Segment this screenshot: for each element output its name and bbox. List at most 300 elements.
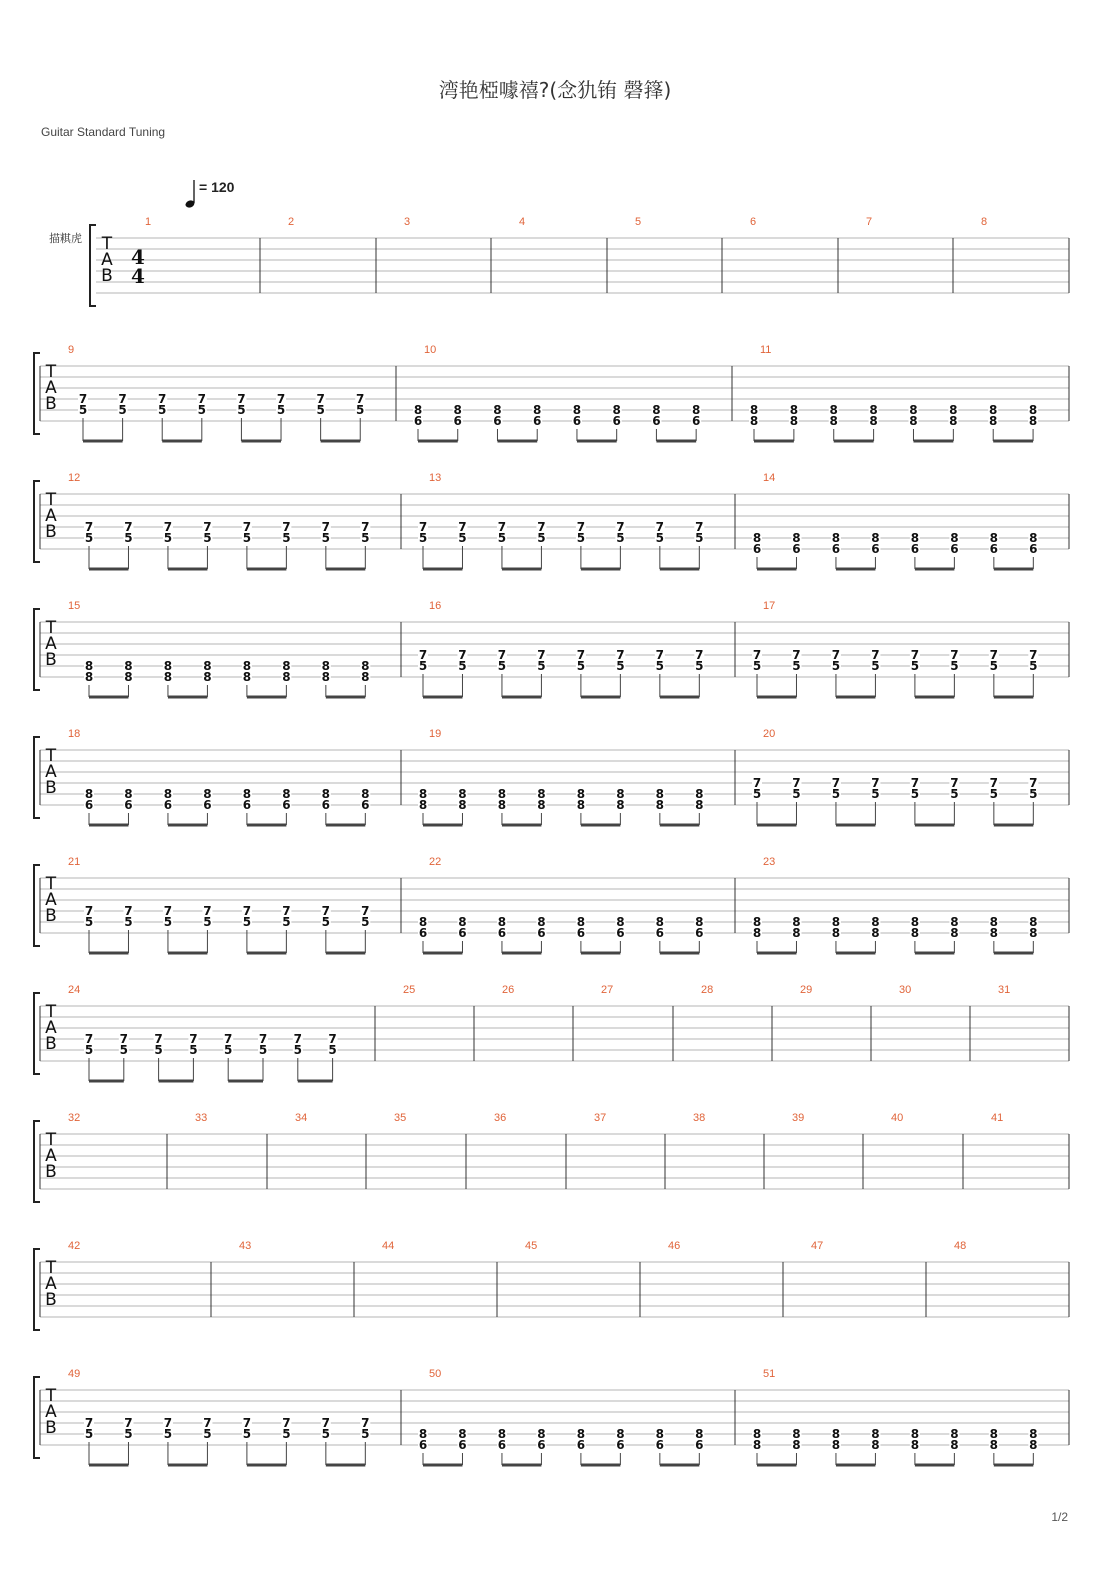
fret-number: 5 — [276, 403, 286, 417]
tab-system — [34, 728, 1069, 825]
measure-number: 20 — [763, 728, 776, 740]
measure-number: 21 — [68, 856, 81, 868]
note-chord — [749, 403, 794, 441]
fret-number: 8 — [1029, 1438, 1038, 1452]
fret-number: 8 — [989, 1438, 999, 1452]
fret-number: 5 — [458, 531, 467, 545]
fret-number: 5 — [282, 531, 291, 545]
tab-system — [34, 1240, 1069, 1330]
fret-number: 8 — [989, 414, 998, 428]
note-chord — [536, 915, 546, 953]
fret-number: 8 — [497, 915, 507, 929]
fret-number: 8 — [655, 1427, 665, 1441]
fret-number: 5 — [84, 1427, 94, 1441]
fret-number: 8 — [752, 531, 762, 545]
system-brace — [34, 1377, 40, 1458]
note-chord — [457, 1427, 467, 1465]
note-chord — [988, 403, 1033, 441]
fret-number: 8 — [655, 915, 665, 929]
note-chord — [791, 915, 801, 953]
note-chord — [497, 787, 541, 825]
fret-number: 5 — [418, 659, 428, 673]
measure-number: 32 — [68, 1112, 81, 1124]
fret-number: 6 — [458, 926, 467, 940]
note-chord — [492, 403, 537, 441]
note-chord — [908, 403, 953, 441]
tab-clef-letter: A — [45, 762, 57, 782]
fret-number: 8 — [458, 1427, 467, 1441]
fret-number: 8 — [163, 670, 173, 684]
fret-number: 6 — [418, 1438, 428, 1452]
fret-number: 6 — [655, 1438, 665, 1452]
note-chord — [615, 520, 625, 569]
fret-number: 8 — [576, 787, 586, 801]
fret-number: 7 — [158, 392, 167, 406]
fret-number: 5 — [84, 531, 94, 545]
note-chord — [870, 648, 880, 697]
fret-number: 7 — [282, 520, 291, 534]
note-chord — [457, 520, 467, 569]
fret-number: 6 — [497, 926, 507, 940]
note-chord — [1028, 648, 1038, 697]
fret-number: 5 — [1029, 787, 1038, 801]
tab-clef-letter: A — [45, 634, 57, 654]
fret-number: 6 — [652, 414, 661, 428]
fret-number: 8 — [1029, 915, 1038, 929]
note-chord — [615, 648, 625, 697]
note-chord — [831, 915, 875, 953]
tab-clef-letter: B — [45, 1162, 57, 1182]
fret-number: 5 — [158, 403, 167, 417]
fret-number: 8 — [655, 787, 665, 801]
fret-number: 8 — [203, 787, 212, 801]
tuning-label: Guitar Standard Tuning — [41, 125, 166, 139]
note-chord — [949, 1427, 959, 1465]
note-chord — [989, 531, 1033, 569]
measure-number: 46 — [668, 1240, 681, 1252]
note-chord — [791, 776, 801, 825]
fret-number: 8 — [910, 531, 920, 545]
fret-number: 8 — [792, 531, 801, 545]
fret-number: 8 — [871, 531, 880, 545]
note-chord — [576, 787, 620, 825]
note-chord — [615, 1427, 625, 1465]
fret-number: 5 — [78, 403, 88, 417]
fret-number: 8 — [950, 1427, 959, 1441]
fret-number: 7 — [203, 520, 212, 534]
measure-number: 5 — [635, 216, 642, 228]
fret-number: 8 — [282, 787, 291, 801]
note-chord — [118, 392, 128, 441]
note-chord — [536, 648, 546, 697]
fret-number: 8 — [612, 403, 621, 417]
fret-number: 8 — [871, 1427, 880, 1441]
fret-number: 8 — [829, 403, 838, 417]
fret-number: 8 — [84, 787, 94, 801]
fret-number: 5 — [237, 403, 246, 417]
fret-number: 8 — [242, 670, 252, 684]
tab-clef-letter: A — [45, 1402, 57, 1422]
fret-number: 8 — [695, 798, 704, 812]
fret-number: 5 — [871, 787, 880, 801]
fret-number: 5 — [316, 403, 325, 417]
fret-number: 7 — [418, 648, 428, 662]
fret-number: 6 — [989, 542, 999, 556]
note-chord — [694, 1427, 704, 1465]
note-chord — [188, 1032, 198, 1081]
measure-number: 23 — [763, 856, 776, 868]
measure-number: 16 — [429, 600, 442, 612]
measure-number: 2 — [288, 216, 295, 228]
note-chord — [655, 915, 699, 953]
system-brace — [34, 1121, 40, 1202]
fret-number: 7 — [361, 1416, 370, 1430]
fret-number: 7 — [163, 904, 173, 918]
fret-number: 5 — [792, 787, 801, 801]
fret-number: 8 — [829, 414, 838, 428]
note-chord — [328, 1032, 338, 1081]
fret-number: 8 — [749, 403, 759, 417]
fret-number: 8 — [989, 1427, 999, 1441]
note-chord — [989, 915, 1033, 953]
fret-number: 8 — [361, 670, 370, 684]
fret-number: 5 — [124, 915, 133, 929]
fret-number: 5 — [321, 915, 331, 929]
fret-number: 5 — [119, 1043, 128, 1057]
fret-number: 7 — [118, 392, 127, 406]
note-chord — [831, 1427, 875, 1465]
fret-number: 6 — [242, 798, 252, 812]
fret-number: 7 — [328, 1032, 337, 1046]
note-chord — [360, 659, 370, 697]
fret-number: 6 — [413, 414, 423, 428]
fret-number: 8 — [453, 403, 462, 417]
fret-number: 5 — [831, 787, 841, 801]
fret-number: 7 — [695, 520, 704, 534]
fret-number: 7 — [84, 1416, 94, 1430]
fret-number: 7 — [321, 1416, 331, 1430]
tab-clef-letter: A — [45, 890, 57, 910]
fret-number: 8 — [1029, 926, 1038, 940]
fret-number: 5 — [695, 659, 704, 673]
fret-number: 8 — [792, 926, 801, 940]
note-chord — [576, 915, 620, 953]
note-chord — [321, 787, 365, 825]
measure-number: 19 — [429, 728, 442, 740]
fret-number: 8 — [418, 915, 428, 929]
note-chord — [119, 1032, 129, 1081]
fret-number: 8 — [537, 915, 546, 929]
note-chord — [651, 403, 696, 441]
fret-number: 6 — [418, 926, 428, 940]
tab-clef-letter: B — [45, 906, 57, 926]
tab-clef-letter: T — [45, 874, 57, 894]
fret-number: 6 — [124, 798, 133, 812]
fret-number: 8 — [321, 670, 331, 684]
fret-number: 8 — [124, 659, 133, 673]
fret-number: 8 — [576, 1427, 586, 1441]
fret-number: 7 — [189, 1032, 198, 1046]
fret-number: 8 — [572, 403, 582, 417]
note-chord — [576, 1427, 620, 1465]
tab-clef-letter: A — [45, 1146, 57, 1166]
fret-number: 8 — [909, 414, 918, 428]
note-chord — [694, 915, 704, 953]
fret-number: 5 — [328, 1043, 337, 1057]
fret-number: 6 — [361, 798, 370, 812]
note-chord — [418, 1427, 462, 1465]
fret-number: 8 — [989, 403, 998, 417]
fret-number: 6 — [537, 926, 546, 940]
tab-clef-letter: T — [45, 1386, 57, 1406]
system-brace — [90, 225, 96, 306]
note-chord — [536, 787, 546, 825]
fret-number: 7 — [910, 776, 920, 790]
fret-number: 7 — [458, 520, 467, 534]
note-chord — [948, 403, 958, 441]
fret-number: 8 — [1029, 1427, 1038, 1441]
note-chord — [281, 1416, 291, 1465]
fret-number: 7 — [84, 520, 94, 534]
fret-number: 8 — [361, 787, 370, 801]
fret-number: 8 — [497, 1427, 507, 1441]
note-chord — [655, 787, 699, 825]
fret-number: 6 — [752, 542, 762, 556]
note-chord — [457, 787, 467, 825]
fret-number: 8 — [616, 1427, 625, 1441]
note-chord — [694, 787, 704, 825]
time-signature-bottom: 4 — [131, 264, 145, 288]
fret-number: 7 — [78, 392, 88, 406]
note-chord — [1028, 915, 1038, 953]
fret-number: 7 — [537, 648, 546, 662]
fret-number: 8 — [282, 670, 291, 684]
fret-number: 8 — [1029, 531, 1038, 545]
fret-number: 8 — [789, 403, 799, 417]
fret-number: 8 — [616, 798, 625, 812]
fret-number: 5 — [203, 1427, 212, 1441]
fret-number: 8 — [831, 915, 841, 929]
fret-number: 5 — [989, 659, 999, 673]
note-chord — [413, 403, 458, 441]
fret-number: 5 — [576, 659, 586, 673]
fret-number: 8 — [537, 1427, 546, 1441]
fret-number: 8 — [989, 531, 999, 545]
fret-number: 6 — [321, 798, 331, 812]
note-chord — [791, 648, 801, 697]
fret-number: 7 — [989, 776, 999, 790]
note-chord — [949, 776, 959, 825]
note-chord — [870, 915, 880, 953]
fret-number: 7 — [950, 776, 959, 790]
fret-number: 7 — [276, 392, 286, 406]
tab-clef-letter: B — [45, 778, 57, 798]
note-chord — [1028, 403, 1038, 441]
score-title: 湾艳椏噱禧?(念犰铕 磬箨) — [438, 78, 672, 102]
fret-number: 8 — [950, 915, 959, 929]
fret-number: 8 — [497, 787, 507, 801]
tab-clef-letter: T — [45, 1002, 57, 1022]
system-brace — [34, 609, 40, 690]
fret-number: 8 — [458, 787, 467, 801]
fret-number: 6 — [282, 798, 291, 812]
fret-number: 6 — [695, 926, 704, 940]
fret-number: 8 — [752, 915, 762, 929]
note-chord — [752, 915, 796, 953]
fret-number: 8 — [242, 787, 252, 801]
note-chord — [281, 659, 291, 697]
fret-number: 5 — [752, 787, 762, 801]
fret-number: 8 — [950, 531, 959, 545]
fret-number: 7 — [458, 648, 467, 662]
tab-clef-letter: T — [45, 1130, 57, 1150]
fret-number: 5 — [655, 659, 665, 673]
fret-number: 5 — [124, 531, 133, 545]
note-chord — [202, 904, 212, 953]
measure-number: 18 — [68, 728, 81, 740]
note-chord — [84, 659, 128, 697]
note-chord — [1028, 776, 1038, 825]
fret-number: 7 — [224, 1032, 233, 1046]
fret-number: 6 — [203, 798, 212, 812]
fret-number: 8 — [458, 798, 467, 812]
fret-number: 7 — [792, 776, 801, 790]
fret-number: 8 — [418, 798, 428, 812]
note-chord — [202, 1416, 212, 1465]
measure-number: 36 — [494, 1112, 507, 1124]
fret-number: 5 — [356, 403, 365, 417]
note-chord — [202, 520, 212, 569]
measure-number: 45 — [525, 1240, 538, 1252]
page-number: 1/2 — [1051, 1510, 1068, 1524]
fret-number: 8 — [792, 915, 801, 929]
fret-number: 6 — [616, 926, 625, 940]
fret-number: 7 — [576, 520, 586, 534]
measure-number: 38 — [693, 1112, 706, 1124]
note-chord — [910, 1427, 954, 1465]
measure-number: 1 — [145, 216, 152, 228]
fret-number: 7 — [655, 520, 665, 534]
tempo-value: = 120 — [199, 179, 235, 195]
fret-number: 6 — [871, 542, 880, 556]
note-chord — [869, 403, 879, 441]
fret-number: 8 — [950, 926, 959, 940]
measure-number: 4 — [519, 216, 526, 228]
fret-number: 5 — [616, 659, 625, 673]
fret-number: 8 — [871, 915, 880, 929]
note-chord — [497, 915, 541, 953]
fret-number: 6 — [458, 1438, 467, 1452]
fret-number: 8 — [616, 787, 625, 801]
fret-number: 6 — [84, 798, 94, 812]
fret-number: 5 — [1029, 659, 1038, 673]
fret-number: 6 — [453, 414, 462, 428]
fret-number: 7 — [792, 648, 801, 662]
note-chord — [752, 1427, 796, 1465]
fret-number: 5 — [321, 531, 331, 545]
note-chord — [752, 531, 796, 569]
fret-number: 5 — [203, 531, 212, 545]
fret-number: 5 — [910, 787, 920, 801]
note-chord — [870, 531, 880, 569]
fret-number: 8 — [910, 1427, 920, 1441]
tab-clef-letter: B — [45, 1034, 57, 1054]
fret-number: 7 — [124, 904, 133, 918]
fret-number: 8 — [695, 787, 704, 801]
fret-number: 5 — [831, 659, 841, 673]
note-chord — [163, 659, 207, 697]
note-chord — [123, 904, 133, 953]
fret-number: 5 — [497, 659, 507, 673]
fret-number: 8 — [282, 659, 291, 673]
measure-number: 29 — [800, 984, 813, 996]
fret-number: 5 — [197, 403, 206, 417]
note-chord — [202, 787, 212, 825]
fret-number: 7 — [950, 648, 959, 662]
fret-number: 8 — [831, 1438, 841, 1452]
fret-number: 8 — [909, 403, 918, 417]
note-chord — [949, 648, 959, 697]
measure-number: 13 — [429, 472, 442, 484]
measure-number: 28 — [701, 984, 714, 996]
fret-number: 8 — [497, 798, 507, 812]
system-brace — [34, 481, 40, 562]
measure-number: 30 — [899, 984, 912, 996]
fret-number: 8 — [321, 659, 331, 673]
fret-number: 7 — [321, 520, 331, 534]
measure-number: 43 — [239, 1240, 252, 1252]
fret-number: 7 — [203, 904, 212, 918]
fret-number: 8 — [418, 787, 428, 801]
fret-number: 8 — [949, 414, 958, 428]
fret-number: 7 — [871, 776, 880, 790]
fret-number: 7 — [831, 648, 841, 662]
fret-number: 6 — [572, 414, 582, 428]
note-chord — [84, 787, 128, 825]
measure-number: 44 — [382, 1240, 395, 1252]
fret-number: 8 — [576, 798, 586, 812]
fret-number: 8 — [950, 1438, 959, 1452]
measure-number: 17 — [763, 600, 776, 612]
fret-number: 5 — [910, 659, 920, 673]
fret-number: 7 — [831, 776, 841, 790]
fret-number: 5 — [163, 1427, 173, 1441]
fret-number: 5 — [203, 915, 212, 929]
note-chord — [536, 1427, 546, 1465]
measure-number: 39 — [792, 1112, 805, 1124]
tab-system — [34, 984, 1069, 1081]
fret-number: 8 — [949, 403, 958, 417]
measure-number: 24 — [68, 984, 81, 996]
measure-number: 41 — [991, 1112, 1004, 1124]
fret-number: 6 — [910, 542, 920, 556]
note-chord — [281, 904, 291, 953]
tab-clef-letter: A — [45, 506, 57, 526]
fret-number: 6 — [831, 542, 841, 556]
note-chord — [242, 659, 286, 697]
fret-number: 8 — [831, 926, 841, 940]
fret-number: 8 — [910, 915, 920, 929]
fret-number: 8 — [752, 1438, 762, 1452]
fret-number: 5 — [537, 659, 546, 673]
fret-number: 5 — [242, 1427, 252, 1441]
fret-number: 8 — [831, 1427, 841, 1441]
note-chord — [694, 648, 704, 697]
fret-number: 6 — [695, 1438, 704, 1452]
note-chord — [831, 531, 875, 569]
note-chord — [989, 1427, 1033, 1465]
fret-number: 7 — [163, 520, 173, 534]
